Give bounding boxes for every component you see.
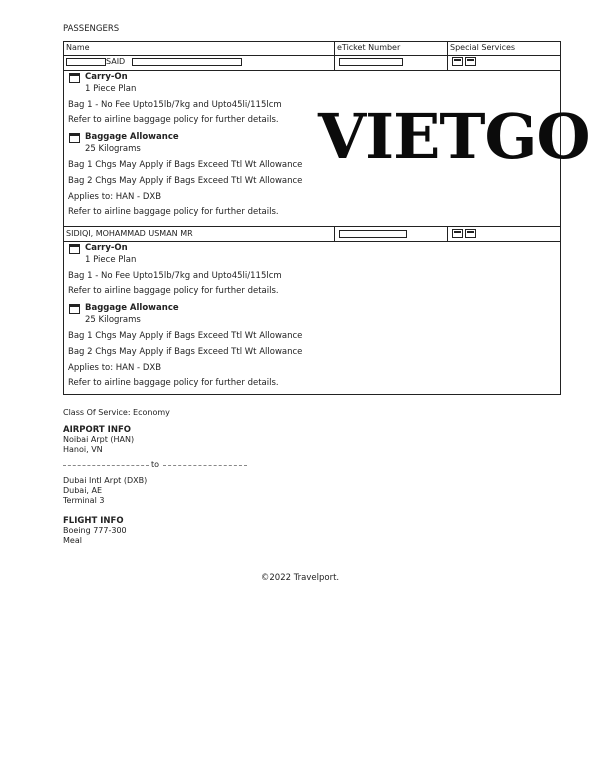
allowance-heading: Baggage Allowance [68, 132, 179, 142]
destination-terminal: Terminal 3 [63, 496, 105, 505]
passenger-row [64, 226, 560, 242]
airport-info-heading: AIRPORT INFO [63, 425, 131, 435]
seat-icon [452, 229, 463, 238]
watermark-logo: VIETGO [318, 100, 590, 173]
passenger-row [64, 55, 560, 71]
allowance-line: Bag 2 Chgs May Apply if Bags Exceed Ttl Wt Allowance [68, 347, 303, 357]
dashed-line [163, 465, 247, 466]
bag-icon [69, 244, 80, 254]
carry-on-plan: 1 Piece Plan [85, 84, 137, 94]
allowance-line: Bag 2 Chgs May Apply if Bags Exceed Ttl Wt Allowance [68, 176, 303, 186]
allowance-line: Refer to airline baggage policy for further details. [68, 207, 279, 217]
redacted-eticket [339, 58, 403, 66]
carry-on-line: Refer to airline baggage policy for further details. [68, 286, 279, 296]
carry-on-line: Refer to airline baggage policy for further details. [68, 115, 279, 125]
carry-on-line: Bag 1 - No Fee Upto15lb/7kg and Upto45li/115lcm [68, 100, 282, 110]
seat-icon [452, 57, 463, 66]
allowance-line: Applies to: HAN - DXB [68, 192, 162, 202]
destination-info [63, 476, 147, 506]
carry-on-heading: Carry-On [68, 72, 128, 82]
redacted-field [66, 58, 106, 66]
flight-info-heading: FLIGHT INFO [63, 516, 124, 526]
to-label: to [151, 460, 160, 469]
header-name: Name [66, 43, 90, 52]
meal: Meal [63, 536, 82, 545]
class-of-service: Class Of Service: Economy [63, 408, 170, 417]
redacted-field [132, 58, 242, 66]
table-header-row [64, 42, 560, 56]
eticket-cell [334, 55, 447, 70]
passenger-name: SAID [106, 57, 126, 66]
carry-on-line: Bag 1 - No Fee Upto15lb/7kg and Upto45li/115lcm [68, 271, 282, 281]
airport-info-section [63, 425, 134, 455]
destination-airport: Dubai Intl Arpt (DXB) [63, 476, 148, 485]
carry-on-heading: Carry-On [68, 243, 128, 253]
section-title: PASSENGERS [63, 24, 120, 34]
meal-icon [465, 229, 476, 238]
allowance-amount: 25 Kilograms [85, 315, 141, 325]
bag-icon [69, 73, 80, 83]
dashed-line [63, 465, 149, 466]
allowance-line: Bag 1 Chgs May Apply if Bags Exceed Ttl Wt Allowance [68, 160, 303, 170]
header-special-services: Special Services [447, 42, 560, 55]
special-services-cell [447, 227, 560, 241]
allowance-heading: Baggage Allowance [68, 303, 179, 313]
bag-icon [69, 304, 80, 314]
redacted-eticket [339, 230, 407, 238]
special-services-cell [447, 55, 560, 70]
origin-airport: Noibai Arpt (HAN) [63, 435, 135, 444]
aircraft: Boeing 777-300 [63, 526, 127, 535]
allowance-line: Bag 1 Chgs May Apply if Bags Exceed Ttl Wt Allowance [68, 331, 303, 341]
passenger-name-cell [64, 55, 334, 70]
allowance-line: Applies to: HAN - DXB [68, 363, 162, 373]
meal-icon [465, 57, 476, 66]
bag-icon [69, 133, 80, 143]
passenger-table [63, 41, 561, 395]
origin-city: Hanoi, VN [63, 445, 103, 454]
allowance-line: Refer to airline baggage policy for further details. [68, 378, 279, 388]
carry-on-plan: 1 Piece Plan [85, 255, 137, 265]
allowance-amount: 25 Kilograms [85, 144, 141, 154]
copyright: ©2022 Travelport. [260, 573, 340, 583]
route-separator [63, 460, 247, 470]
eticket-cell [334, 227, 447, 241]
flight-info-section [63, 516, 127, 546]
destination-city: Dubai, AE [63, 486, 103, 495]
passenger-name: SIDIQI, MOHAMMAD USMAN MR [66, 229, 193, 238]
header-eticket: eTicket Number [334, 42, 447, 55]
